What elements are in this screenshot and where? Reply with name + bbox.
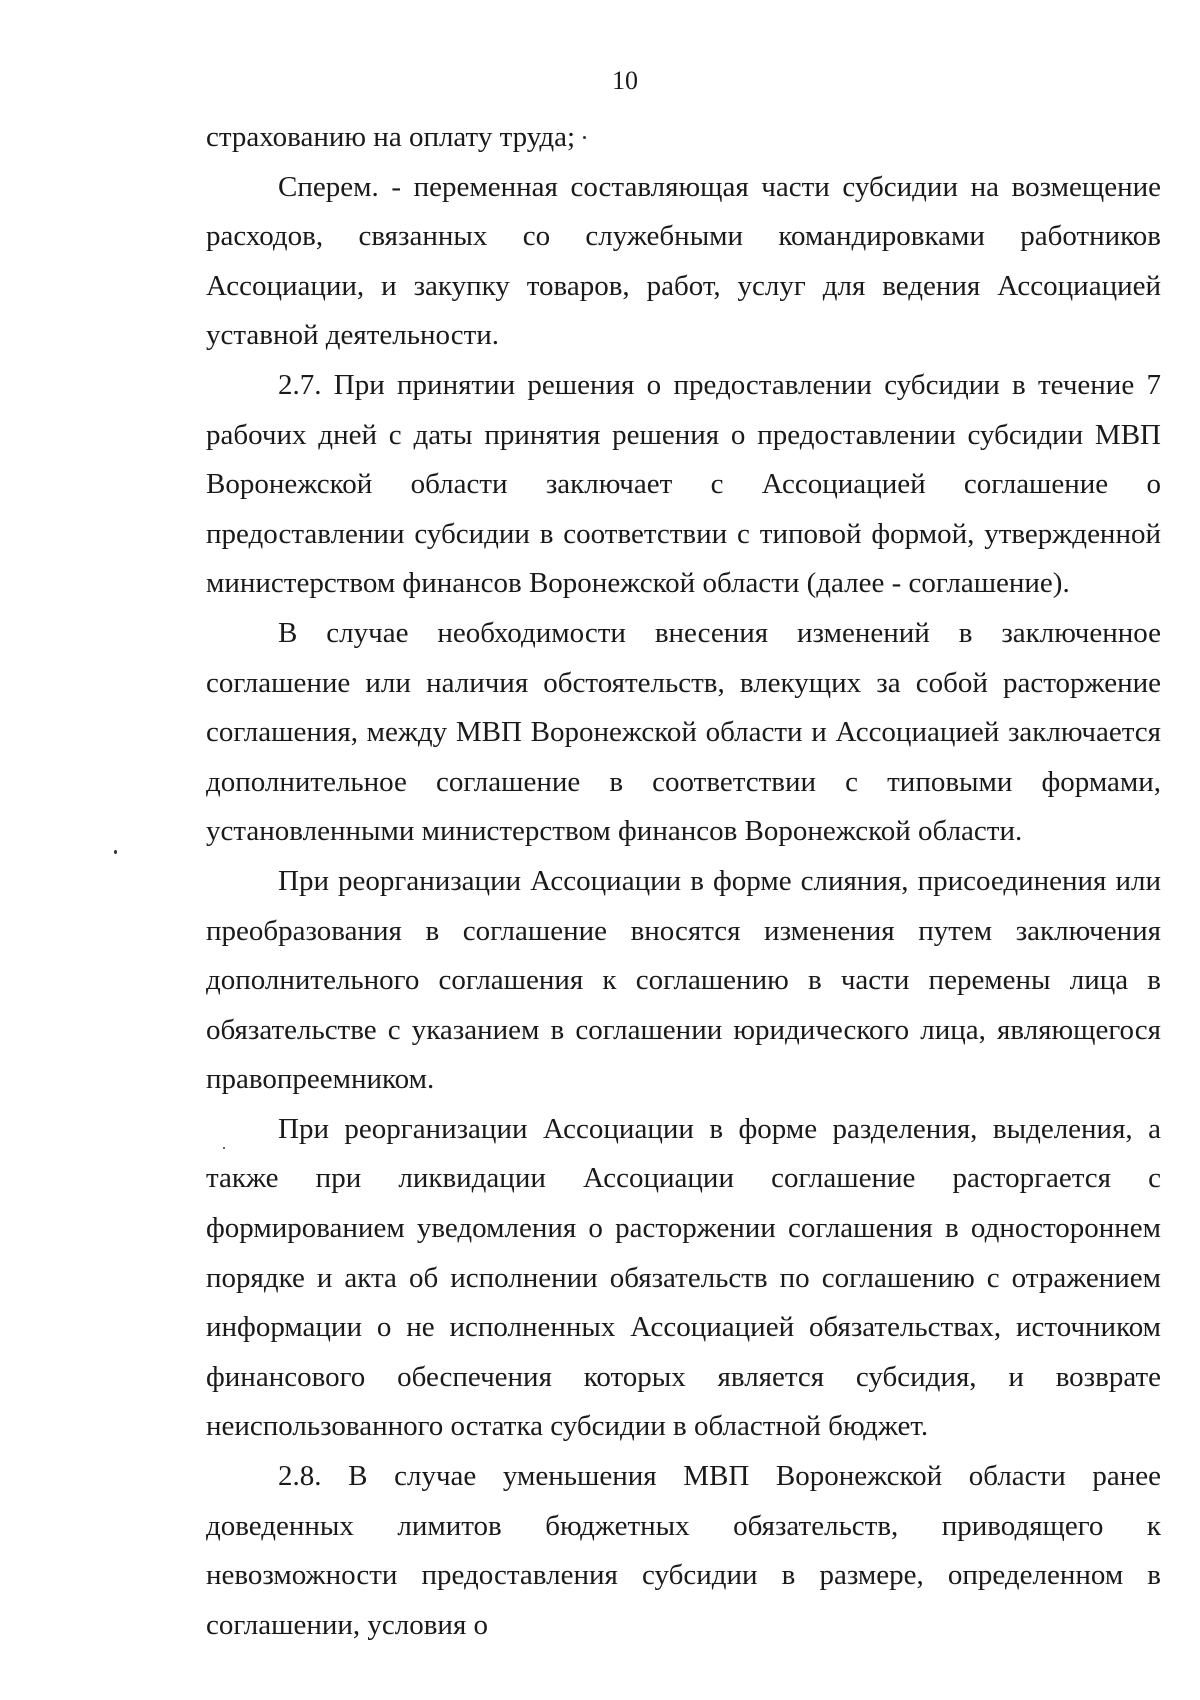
paragraph-6: При реорганизации Ассоциации в форме разделения, выделения, а также при ликвидации Ассоциации соглашение расторгается с формированием уведомления о расторжении соглашения в одностороннем порядке и акта об исполнении обязательств по соглашению с отражением информации о не исполненных Ассоциацией обязательствах, источником финансового обеспечения которых является субсидия, и возврате неиспользованного остатка субсидии в областной бюджет. — [206, 1112, 1161, 1443]
scan-speck — [223, 1147, 225, 1149]
scan-speck — [114, 850, 117, 854]
paragraph-4: В случае необходимости внесения изменений в заключенное соглашение или наличия обстоятельств, влекущих за собой расторжение соглашения, между МВП Воронежской области и Ассоциацией заключается дополнительное соглашение в соответствии с типовыми формами, установленными министерством финансов Воронежской области. — [206, 616, 1161, 848]
paragraph-2: Сперем. - переменная составляющая части субсидии на возмещение расходов, связанных со служебными командировками работников Ассоциации, и закупку товаров, работ, услуг для ведения Ассоциацией уставной деятельности. — [206, 170, 1161, 352]
paragraph-5: При реорганизации Ассоциации в форме слияния, присоединения или преобразования в соглашение вносятся изменения путем заключения дополнительного соглашения к соглашению в части перемены лица в обязательстве с указанием в соглашении юридического лица, являющегося правопреемником. — [206, 864, 1161, 1096]
paragraph-1: страхованию на оплату труда; — [206, 121, 576, 153]
document-body — [206, 113, 1161, 1650]
paragraph-3: 2.7. При принятии решения о предоставлении субсидии в течение 7 рабочих дней с даты принятия решения о предоставлении субсидии МВП Воронежской области заключает с Ассоциацией соглашение о предоставлении субсидии в соответствии с типовой формой, утвержденной министерством финансов Воронежской области (далее - соглашение). — [206, 368, 1161, 600]
paragraph-7: 2.8. В случае уменьшения МВП Воронежской области ранее доведенных лимитов бюджетных обязательств, приводящего к невозможности предоставления субсидии в размере, определенном в соглашении, условия о — [206, 1460, 1161, 1641]
scan-speck — [583, 136, 586, 139]
page-number: 10 — [612, 66, 638, 95]
